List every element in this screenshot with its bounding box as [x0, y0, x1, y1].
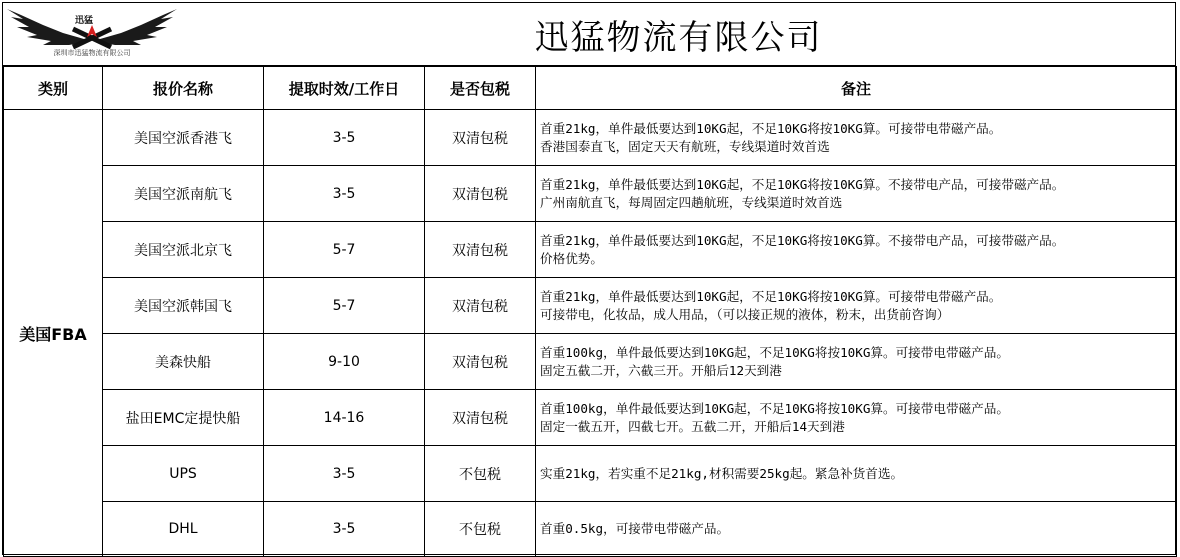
header-tax: 是否包税: [425, 67, 536, 110]
tax-status: 双清包税: [425, 222, 536, 278]
tax-status: 双清包税: [425, 334, 536, 390]
note-line: 首重21kg，单件最低要达到10KG起，不足10KG将按10KG算。不接带电产品，可接带磁产品。: [540, 232, 1065, 248]
note-line: 实重21kg，若实重不足21kg,材积需要25kg起。紧急补货首选。: [540, 465, 904, 481]
note-cell: [536, 110, 1177, 166]
service-name: UPS: [103, 446, 264, 502]
logo-brand-text: 迅猛: [75, 16, 94, 26]
service-name: 美森快船: [103, 334, 264, 390]
note-cell: [536, 446, 1177, 502]
note-line: 首重100kg，单件最低要达到10KG起，不足10KG将按10KG算。可接带电带磁产品。: [540, 400, 1009, 416]
delivery-time: 14-16: [264, 390, 425, 446]
note-cell: [536, 166, 1177, 222]
note-cell: [536, 278, 1177, 334]
note-line: 香港国泰直飞，固定天天有航班，专线渠道时效首选: [540, 138, 830, 154]
table-row: [4, 110, 1177, 166]
header-name: 报价名称: [103, 67, 264, 110]
table-row: [4, 334, 1177, 390]
table-header-row: [4, 67, 1177, 110]
delivery-time: 3-5: [264, 166, 425, 222]
tax-status: 双清包税: [425, 166, 536, 222]
service-name: 盐田EMC定提快船: [103, 390, 264, 446]
header-category: 类别: [4, 67, 103, 110]
company-logo: [3, 3, 181, 63]
note-line: 固定五截二开，六截三开。开船后12天到港: [540, 362, 782, 378]
header-note: 备注: [536, 67, 1177, 110]
tax-status: 不包税: [425, 502, 536, 557]
note-line: 价格优势。: [540, 250, 603, 266]
note-line: 广州南航直飞，每周固定四趟航班，专线渠道时效首选: [540, 194, 843, 210]
price-table: [3, 66, 1177, 557]
table-row: [4, 446, 1177, 502]
note-line: 首重100kg，单件最低要达到10KG起，不足10KG将按10KG算。可接带电带磁产品。: [540, 344, 1009, 360]
service-name: 美国空派香港飞: [103, 110, 264, 166]
note-line: 首重21kg，单件最低要达到10KG起，不足10KG将按10KG算。不接带电产品，可接带磁产品。: [540, 176, 1065, 192]
table-row: [4, 390, 1177, 446]
service-name: 美国空派韩国飞: [103, 278, 264, 334]
tax-status: 双清包税: [425, 278, 536, 334]
delivery-time: 3-5: [264, 110, 425, 166]
table-row: [4, 502, 1177, 557]
delivery-time: 5-7: [264, 222, 425, 278]
note-line: 首重21kg，单件最低要达到10KG起，不足10KG将按10KG算。可接带电带磁产品。: [540, 288, 1002, 304]
service-name: 美国空派南航飞: [103, 166, 264, 222]
delivery-time: 3-5: [264, 502, 425, 557]
note-line: 固定一截五开，四截七开。五截二开，开船后14天到港: [540, 418, 845, 434]
service-name: DHL: [103, 502, 264, 557]
delivery-time: 3-5: [264, 446, 425, 502]
table-row: [4, 222, 1177, 278]
note-cell: [536, 390, 1177, 446]
note-cell: [536, 334, 1177, 390]
table-row: [4, 278, 1177, 334]
header-time: 提取时效/工作日: [264, 67, 425, 110]
delivery-time: 9-10: [264, 334, 425, 390]
tax-status: 双清包税: [425, 390, 536, 446]
tax-status: 不包税: [425, 446, 536, 502]
eagle-wings-icon: [3, 3, 181, 63]
table-row: [4, 166, 1177, 222]
delivery-time: 5-7: [264, 278, 425, 334]
logo-subtitle: 深圳市迅猛物流有限公司: [53, 49, 131, 57]
note-cell: [536, 502, 1177, 557]
category-cell: 美国FBA: [4, 110, 103, 557]
service-name: 美国空派北京飞: [103, 222, 264, 278]
note-line: 可接带电，化妆品，成人用品，（可以接正规的液体，粉末，出货前咨询）: [540, 306, 950, 322]
page-title: 迅猛物流有限公司: [534, 17, 823, 58]
note-cell: [536, 222, 1177, 278]
note-line: 首重0.5kg，可接带电带磁产品。: [540, 521, 730, 536]
note-line: 首重21kg，单件最低要达到10KG起，不足10KG将按10KG算。可接带电带磁产品。: [540, 120, 1002, 136]
tax-status: 双清包税: [425, 110, 536, 166]
